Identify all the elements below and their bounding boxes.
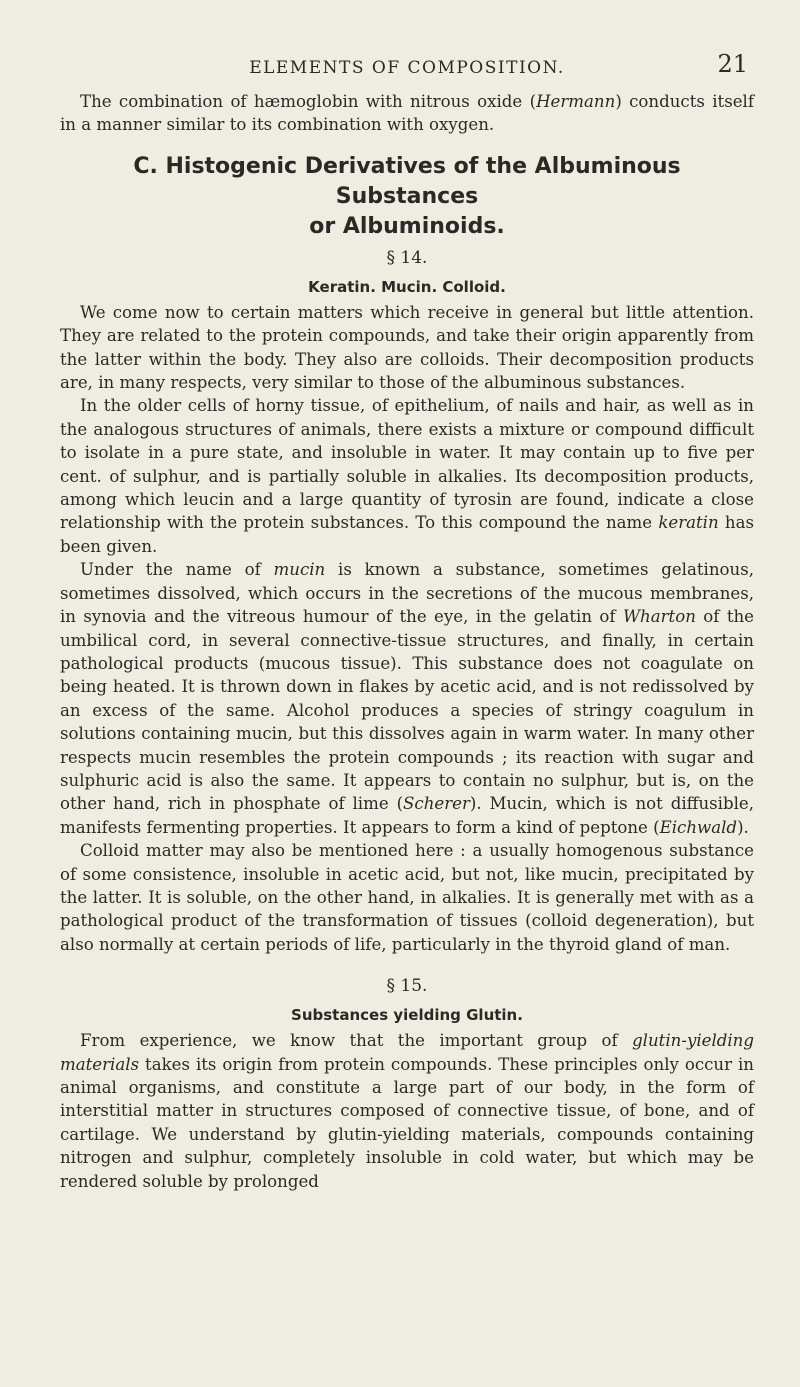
paragraph-mucin: Under the name of mucin is known a substance, sometimes gelatinous, sometimes dissolved, which occurs in the secretions of the mucous membranes, in synovia and the vitreous humour of the eye, in the gelatin of Wharton of the umbilical cord, in several connective-tissue structures, and finally, in certain pathological products (mucous tissue). This substance does not coagulate on being heated. It is thrown down in flakes by acetic acid, and is not redissolved by an excess of the same. Alcohol produces a species of stringy coagulum in solutions containing mucin, but this dissolves again in warm water. In many other respects mucin resembles the protein compounds ; its reaction with sugar and sulphuric acid is also the same. It appears to contain no sulphur, but is, on the other hand, rich in phosphate of lime (Scherer). Mucin, which is not diffusible, manifests fermenting properties. It appears to form a kind of peptone (Eichwald). (60, 560, 755, 837)
page-number: 21 (717, 50, 748, 78)
section-mark-14: § 14. (386, 247, 428, 268)
section-mark-15: § 15. (386, 976, 428, 997)
opening-paragraph: The combination of hæmoglobin with nitrous oxide (Hermann) conducts itself in a manner similar to its combination with oxygen. (60, 92, 754, 135)
page-header (60, 50, 754, 90)
section-title: C. Histogenic Derivatives of the Albuminous Substances or Albuminoids. (133, 153, 681, 239)
paragraph-glutin: From experience, we know that the important group of glutin-yielding materials takes its origin from protein compounds. These principles only occur in animal organisms, and constitute a large part of our body, in the form of interstitial matter in structures composed of connective tissue, of bone, and of cartilage. We understand by glutin-yielding materials, compounds containing nitrogen and sulphur, completely insoluble in cold water, but which may be rendered soluble by prolonged (60, 1031, 754, 1191)
paragraph-keratin: In the older cells of horny tissue, of epithelium, of nails and hair, as well as in the analogous structures of animals, there exists a mixture or compound difficult to isolate in a pure state, and insoluble in water. It may contain up to five per cent. of sulphur, and is partially soluble in alkalies. Its decomposition products, among which leucin and a large quantity of tyrosin are found, indicate a close relationship with the protein substances. To this compound the name keratin has been given. (60, 396, 754, 556)
subheading-keratin-mucin-colloid: Keratin. Mucin. Colloid. (308, 277, 506, 296)
paragraph-colloid: Colloid matter may also be mentioned here : a usually homogenous substance of some consistence, insoluble in acetic acid, but not, like mucin, precipitated by the latter. It is soluble, on the other hand, in alkalies. It is generally met with as a pathological product of the transformation of tissues (colloid degeneration), but also normally at certain periods of life, particularly in the thyroid gland of man. (60, 841, 754, 954)
subheading-substances-yielding-glutin: Substances yielding Glutin. (291, 1006, 523, 1025)
paragraph-intro: We come now to certain matters which receive in general but little attention. They are related to the protein compounds, and take their origin apparently from the latter within the body. They also are colloids. Their decomposition products are, in many respects, very similar to those of the albuminous substances. (60, 302, 754, 393)
running-head: ELEMENTS OF COMPOSITION. (249, 58, 565, 78)
